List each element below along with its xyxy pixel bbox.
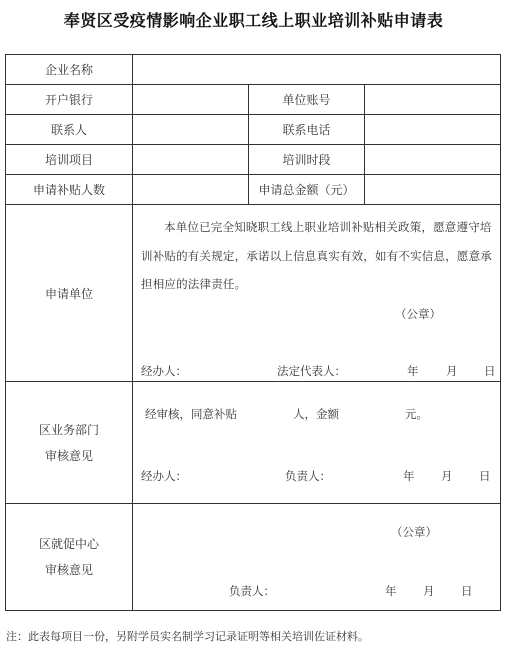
contact-label: 联系人: [6, 115, 133, 145]
applicant-year: 年: [407, 364, 419, 378]
employment-center-section: [133, 504, 501, 611]
applicant-seal: （公章）: [395, 307, 441, 321]
employment-center-label: [6, 504, 133, 611]
dept-month: 月: [441, 469, 453, 483]
employment-center-label-line2: 审核意见: [44, 563, 93, 577]
bank-field[interactable]: [133, 85, 249, 115]
center-day: 日: [461, 584, 473, 598]
account-label: 单位账号: [249, 85, 365, 115]
phone-label: 联系电话: [249, 115, 365, 145]
approve-yuan: 元。: [405, 407, 428, 421]
center-responsible-label: 负责人：: [229, 584, 275, 598]
training-hours-label: 培训时段: [249, 145, 365, 175]
declaration-text: 本单位已完全知晓职工线上职业培训补贴相关政策，愿意遵守培训补贴的有关规定，承诺以上信息真实有效，如有不实信息，愿意承担相应的法律责任。: [141, 220, 492, 291]
phone-field[interactable]: [365, 115, 501, 145]
training-hours-field[interactable]: [365, 145, 501, 175]
applicant-month: 月: [446, 364, 458, 378]
district-dept-section: [133, 382, 501, 504]
subsidy-count-label: 申请补贴人数: [6, 175, 133, 205]
subsidy-count-field[interactable]: [133, 175, 249, 205]
approve-persons: 人，金额: [293, 407, 339, 421]
center-year: 年: [385, 584, 397, 598]
form-title: 奉贤区受疫情影响企业职工线上职业培训补贴申请表: [63, 11, 444, 30]
district-dept-label-line2: 审核意见: [44, 448, 93, 463]
account-field[interactable]: [365, 85, 501, 115]
training-project-field[interactable]: [133, 145, 249, 175]
district-dept-label: [6, 382, 133, 504]
applicant-label: 申请单位: [6, 205, 133, 382]
dept-handler-label: 经办人：: [141, 469, 187, 483]
applicant-handler-label: 经办人：: [141, 364, 187, 378]
dept-year: 年: [403, 469, 415, 483]
company-name-label: 企业名称: [6, 55, 133, 85]
total-amount-label: 申请总金额（元）: [249, 175, 365, 205]
employment-center-label-line1: 区就促中心: [38, 537, 99, 551]
application-form-table: [5, 54, 501, 611]
company-name-field[interactable]: [133, 55, 501, 85]
center-month: 月: [423, 584, 435, 598]
dept-responsible-label: 负责人：: [285, 469, 331, 483]
center-seal: （公章）: [391, 525, 437, 539]
contact-field[interactable]: [133, 115, 249, 145]
total-amount-field[interactable]: [365, 175, 501, 205]
district-dept-label-line1: 区业务部门: [38, 422, 99, 437]
bank-label: 开户银行: [6, 85, 133, 115]
legal-rep-label: 法定代表人：: [277, 364, 346, 378]
dept-day: 日: [479, 469, 491, 483]
approve-prefix: 经审核，同意补贴: [145, 407, 237, 421]
footnote: 注：此表每项目一份，另附学员实名制学习记录证明等相关培训佐证材料。: [6, 630, 369, 643]
applicant-day: 日: [484, 364, 496, 378]
training-project-label: 培训项目: [6, 145, 133, 175]
applicant-section: [133, 205, 501, 382]
